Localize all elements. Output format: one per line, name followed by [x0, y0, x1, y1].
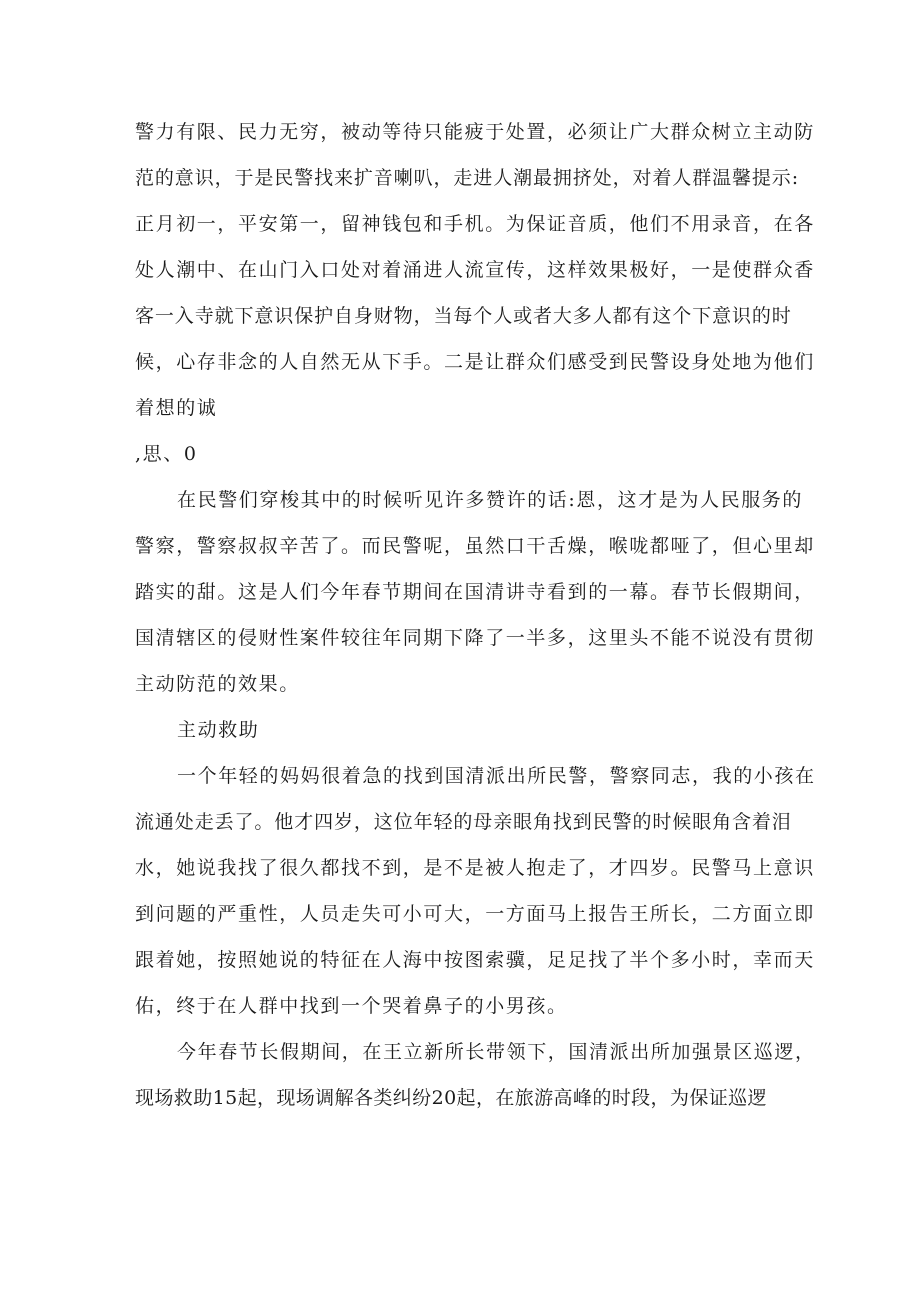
- text-line: 流通处走丢了。他才四岁，这位年轻的母亲眼角找到民警的时候眼角含着泪: [135, 811, 792, 833]
- section-heading: 主动救助: [177, 719, 260, 741]
- text-line: 跟着她，按照她说的特征在人海中按图索骥，足足找了半个多小时，幸而天: [135, 949, 815, 971]
- text-line: 范的意识，于是民警找来扩音喇叭，走进人潮最拥挤处，对着人群温馨提示:: [135, 167, 800, 189]
- text-line: 踏实的甜。这是人们今年春节期间在国清讲寺看到的一幕。春节长假期间，: [135, 581, 815, 603]
- text-line: 处人潮中、在山门入口处对着涌进人流宣传，这样效果极好，一是使群众香: [135, 259, 815, 281]
- text-line: 着想的诚: [135, 397, 218, 419]
- text-line: 主动防范的效果。: [135, 673, 300, 695]
- paragraph-first-line: 一个年轻的妈妈很着急的找到国清派出所民警，警察同志，我的小孩在: [177, 765, 816, 787]
- text-line: 正月初一，平安第一，留神钱包和手机。为保证音质，他们不用录音，在各: [135, 213, 815, 235]
- text-line: 国清辖区的侵财性案件较往年同期下降了一半多，这里头不能不说没有贯彻: [135, 627, 815, 649]
- text-line: 候，心存非念的人自然无从下手。二是让群众们感受到民警设身处地为他们: [135, 351, 815, 373]
- text-line: 水，她说我找了很久都找不到，是不是被人抱走了，才四岁。民警马上意识: [135, 857, 815, 879]
- text-line: 到问题的严重性，人员走失可小可大，一方面马上报告王所长，二方面立即: [135, 903, 815, 925]
- text-line: 客一入寺就下意识保护自身财物，当每个人或者大多人都有这个下意识的时: [135, 305, 792, 327]
- text-line: 现场救助15起，现场调解各类纠纷20起，在旅游高峰的时段，为保证巡逻: [135, 1087, 767, 1109]
- text-line: 警察，警察叔叔辛苦了。而民警呢，虽然口干舌燥，喉咙都哑了，但心里却: [135, 535, 815, 557]
- text-line: 佑，终于在人群中找到一个哭着鼻子的小男孩。: [135, 995, 568, 1017]
- paragraph-first-line: 今年春节长假期间，在王立新所长带领下，国清派出所加强景区巡逻，: [177, 1041, 816, 1063]
- text-line: ,思、0: [135, 443, 198, 465]
- paragraph-first-line: 在民警们穿梭其中的时候听见许多赞许的话:恩，这才是为人民服务的: [177, 489, 804, 511]
- text-line: 警力有限、民力无穷，被动等待只能疲于处置，必须让广大群众树立主动防: [135, 121, 815, 143]
